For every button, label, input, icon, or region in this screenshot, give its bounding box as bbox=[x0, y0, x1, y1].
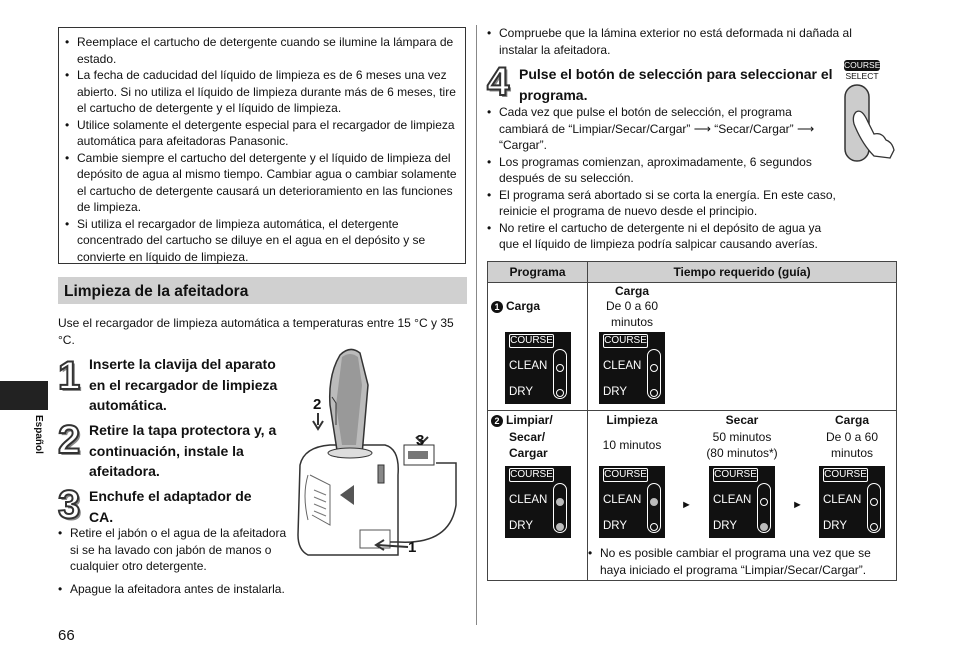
step-text: Enchufe el adaptador de CA. bbox=[89, 488, 252, 525]
stage-time: minutos bbox=[830, 446, 874, 460]
table-header: Tiempo requerido (guía) bbox=[588, 262, 897, 283]
step3-notes bbox=[58, 525, 296, 597]
stage-time: (80 minutos*) bbox=[706, 446, 778, 460]
table-header: Programa bbox=[488, 262, 588, 283]
clean-lamp bbox=[760, 498, 768, 506]
row-marker: 1 bbox=[491, 301, 503, 313]
panel-dry-label: DRY bbox=[603, 386, 628, 398]
sequence-arrow: ► bbox=[681, 499, 692, 511]
panel-clean-label: CLEAN bbox=[509, 360, 548, 372]
stage-title: Carga bbox=[614, 284, 649, 298]
dry-lamp bbox=[760, 523, 768, 531]
language-label: Español bbox=[33, 415, 44, 454]
row-marker: 2 bbox=[491, 415, 503, 427]
program-name: Carga bbox=[506, 299, 541, 313]
language-tab bbox=[0, 381, 48, 410]
status-panel bbox=[599, 332, 665, 404]
note-item: • La fecha de caducidad del líquido de limpieza es de 6 meses una vez abierto. Si no utiliza el líquido de limpieza durante más de 6 meses, tire el cartucho de detergente y el líquido de limpieza. bbox=[65, 67, 459, 117]
dry-lamp bbox=[556, 389, 564, 397]
stage-title: Secar bbox=[725, 413, 759, 427]
page-number: 66 bbox=[58, 627, 75, 644]
status-panel bbox=[505, 466, 571, 538]
panel-course-label: COURSE bbox=[604, 469, 647, 480]
panel-course-label: COURSE bbox=[604, 335, 647, 346]
shaver-charger-illustration bbox=[290, 345, 470, 570]
step-text: Inserte la clavija del aparato en el recargador de limpieza automática. bbox=[89, 356, 278, 413]
note-item: • Reemplace el cartucho de detergente cuando se ilumine la lámpara de estado. bbox=[65, 34, 459, 67]
status-panel bbox=[599, 466, 665, 538]
course-select-label: SELECT bbox=[845, 71, 879, 81]
panel-course-label: COURSE bbox=[510, 469, 553, 480]
panel-clean-label: CLEAN bbox=[509, 494, 548, 506]
panel-dry-label: DRY bbox=[713, 520, 738, 532]
dry-lamp bbox=[870, 523, 878, 531]
step-text: Retire la tapa protectora y, a continuación, instale la afeitadora. bbox=[89, 422, 277, 479]
note-item: • Retire el jabón o el agua de la afeitadora si se ha lavado con jabón de manos o cualquier otro detergente. bbox=[58, 525, 296, 575]
callout-1: 1 bbox=[408, 539, 417, 556]
panel-dry-label: DRY bbox=[603, 520, 628, 532]
panel-course-label: COURSE bbox=[824, 469, 867, 480]
clean-lamp bbox=[556, 364, 564, 372]
step-number: 2 bbox=[58, 418, 81, 462]
notes-list bbox=[65, 34, 459, 265]
notes-box bbox=[58, 27, 466, 264]
note-item: • Apague la afeitadora antes de instalarla. bbox=[58, 581, 296, 598]
panel-dry-label: DRY bbox=[509, 520, 534, 532]
top-note bbox=[487, 25, 887, 58]
panel-dry-label: DRY bbox=[509, 386, 534, 398]
stage-title: Carga bbox=[834, 413, 869, 427]
note-item: • Compruebe que la lámina exterior no está deformada ni dañada al instalar la afeitadora. bbox=[487, 25, 887, 58]
program-name: Cargar bbox=[509, 446, 548, 460]
sequence-arrow: ► bbox=[792, 499, 803, 511]
step4-notes bbox=[487, 104, 837, 253]
stage-time: 10 minutos bbox=[602, 438, 662, 452]
dry-lamp bbox=[650, 523, 658, 531]
panel-clean-label: CLEAN bbox=[823, 494, 862, 506]
section-title: Limpieza de la afeitadora bbox=[64, 283, 249, 300]
status-panel bbox=[819, 466, 885, 538]
stage-time: De 0 a 60 bbox=[825, 430, 879, 444]
note-item: • Cada vez que pulse el botón de selección, el programa cambiará de “Limpiar/Secar/Cargar” ⟶ “Secar/Cargar” ⟶ “Cargar”. bbox=[487, 104, 837, 154]
panel-dry-label: DRY bbox=[823, 520, 848, 532]
panel-clean-label: CLEAN bbox=[713, 494, 752, 506]
note-item: • El programa será abortado si se corta la energía. En este caso, reinicie el programa de nuevo desde el principio. bbox=[487, 187, 837, 220]
column-divider bbox=[476, 25, 477, 625]
note-item: • No es posible cambiar el programa una vez que se haya iniciado el programa “Limpiar/Secar/Cargar”. bbox=[588, 545, 888, 578]
status-panel bbox=[709, 466, 775, 538]
program-label bbox=[491, 299, 540, 313]
stage-time: 50 minutos bbox=[712, 430, 772, 444]
clean-lamp bbox=[556, 498, 564, 506]
callout-2: 2 bbox=[313, 396, 322, 413]
dry-lamp bbox=[650, 389, 658, 397]
panel-course-label: COURSE bbox=[714, 469, 757, 480]
note-item: • Utilice solamente el detergente especial para el recargador de limpieza automática para afeitadoras Panasonic. bbox=[65, 117, 459, 150]
note-item: • Cambie siempre el cartucho del detergente y el líquido de limpieza del depósito de agua al mismo tiempo. Cambiar agua o cambiar solamente el cartucho de detergente causará un deterioramiento en las funciones de limpieza. bbox=[65, 150, 459, 216]
finger-press-icon bbox=[840, 82, 900, 164]
program-name: Limpiar/ bbox=[506, 413, 553, 427]
clean-lamp bbox=[870, 498, 878, 506]
program-name: Secar/ bbox=[509, 429, 546, 444]
step-number: 4 bbox=[487, 60, 510, 104]
step-text: Pulse el botón de selección para seleccionar el programa. bbox=[519, 66, 833, 103]
stage-time: De 0 a 60 minutos bbox=[605, 299, 659, 329]
table-footnote bbox=[588, 545, 888, 578]
clean-lamp bbox=[650, 364, 658, 372]
course-select-badge: COURSE bbox=[844, 60, 881, 70]
step-number: 3 bbox=[58, 483, 81, 527]
callout-3: 3 bbox=[416, 432, 425, 449]
note-item: • Si utiliza el recargador de limpieza automática, el detergente concentrado del cartucho se diluye en el agua en el depósito y se convierte en líquido de limpieza. bbox=[65, 216, 459, 266]
panel-clean-label: CLEAN bbox=[603, 494, 642, 506]
panel-clean-label: CLEAN bbox=[603, 360, 642, 372]
panel-course-label: COURSE bbox=[510, 335, 553, 346]
status-panel bbox=[505, 332, 571, 404]
clean-lamp bbox=[650, 498, 658, 506]
stage-title: Limpieza bbox=[606, 413, 658, 427]
program-label bbox=[491, 412, 553, 462]
intro-text: Use el recargador de limpieza automática a temperaturas entre 15 °C y 35 °C. bbox=[58, 316, 454, 347]
dry-lamp bbox=[556, 523, 564, 531]
step-number: 1 bbox=[58, 354, 81, 398]
note-item: • No retire el cartucho de detergente ni el depósito de agua ya que el líquido de limpieza podría salpicar causando averías. bbox=[487, 220, 837, 253]
note-item: • Los programas comienzan, aproximadamente, 6 segundos después de su selección. bbox=[487, 154, 837, 187]
